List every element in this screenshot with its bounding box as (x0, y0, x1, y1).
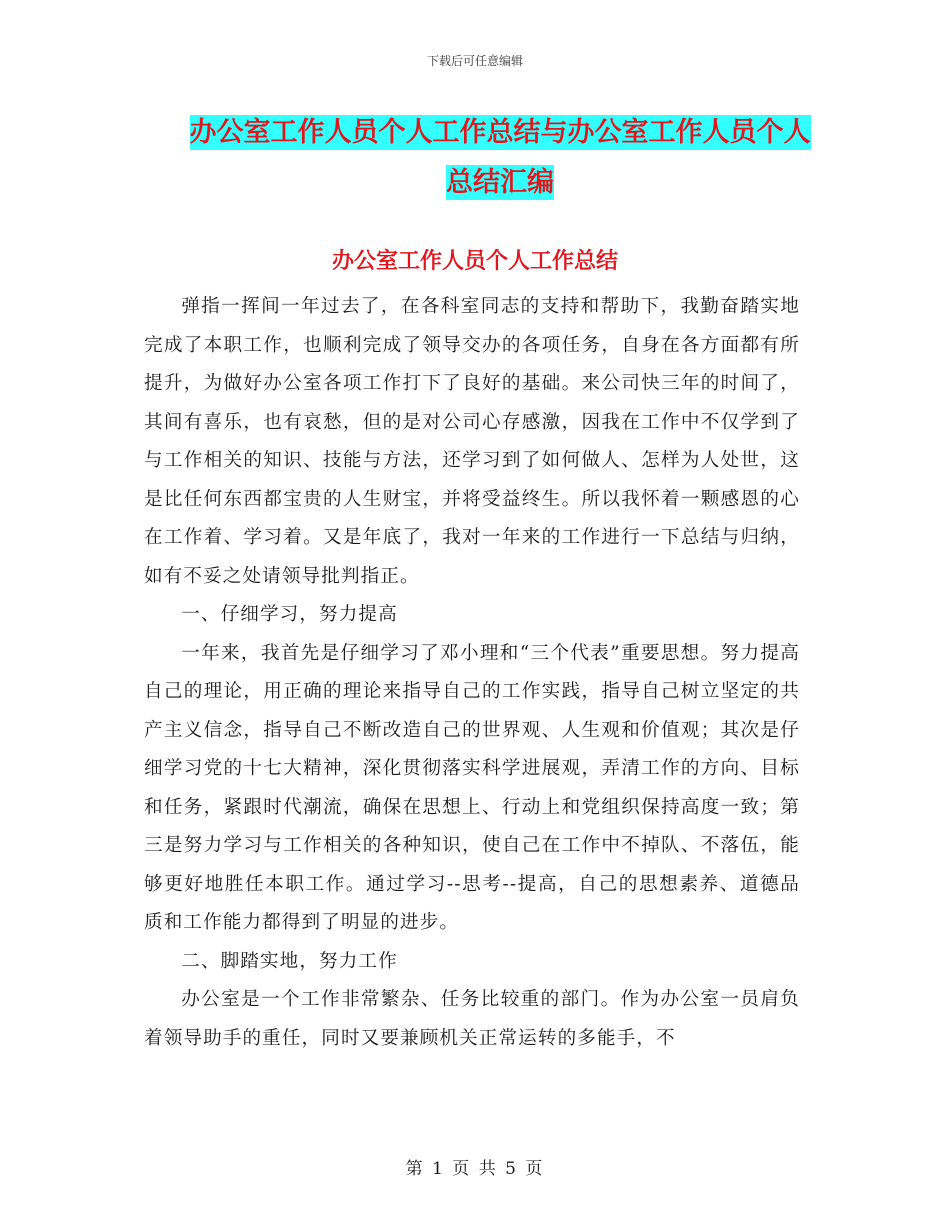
header-note: 下载后可任意编辑 (426, 54, 523, 68)
paragraph-study: 一年来，我首先是仔细学习了邓小理和“三个代表”重要思想。努力提高自己的理论，用正确的理论来指导自己的工作实践，指导自己树立坚定的共产主义信念，指导自己不断改造自己的世界观、人生观和价值观；其次是仔细学习党的十七大精神，深化贯彻落实科学进展观，弄清工作的方向、目标和任务，紧跟时代潮流，确保在思想上、行动上和党组织保持高度一致；第三是努力学习与工作相关的各种知识，使自己在工作中不掉队、不落伍，能够更好地胜任本职工作。通过学习--思考--提高，自己的思想素养、道德品质和工作能力都得到了明显的进步。 (144, 642, 800, 933)
main-title-line2: 总结汇编 (446, 167, 554, 198)
page-footer: 第 1 页 共 5 页 (405, 1159, 545, 1179)
paragraph-work: 办公室是一个工作非常繁杂、任务比较重的部门。作为办公室一员肩负着领导助手的重任，同时又要兼顾机关正常运转的多能手，不 (144, 989, 800, 1049)
paragraph-intro: 弹指一挥间一年过去了，在各科室同志的支持和帮助下，我勤奋踏实地完成了本职工作，也顺利完成了领导交办的各项任务，自身在各方面都有所提升，为做好办公室各项工作打下了良好的基础。来公司快三年的时间了，其间有喜乐，也有哀愁，但的是对公司心存感激，因我在工作中不仅学到了与工作相关的知识、技能与方法，还学习到了如何做人、怎样为人处世，这是比任何东西都宝贵的人生财宝，并将受益终生。所以我怀着一颗感恩的心在工作着、学习着。又是年底了，我对一年来的工作进行一下总结与归纳，如有不妥之处请领导批判指正。 (144, 296, 800, 587)
body-text (144, 288, 800, 1058)
heading-work: 二、脚踏实地，努力工作 (181, 950, 398, 972)
main-title-line1: 办公室工作人员个人工作总结与办公室工作人员个人 (189, 117, 811, 148)
heading-study: 一、仔细学习，努力提高 (181, 604, 398, 625)
section-title: 办公室工作人员个人工作总结 (331, 248, 618, 274)
main-title (150, 108, 850, 208)
